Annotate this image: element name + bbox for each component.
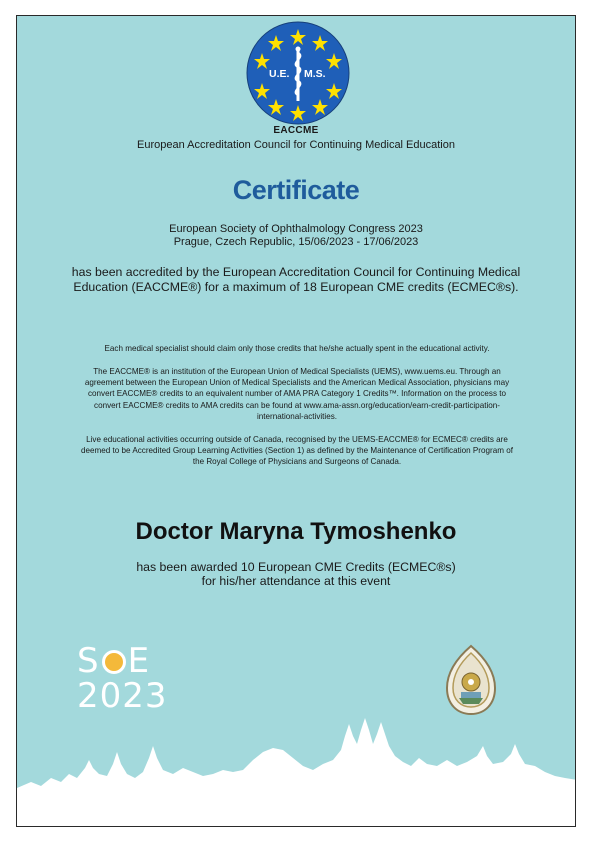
uems-note-line: agreement between the European Union of Medical Specialists and the American Medical Association, physicians may (84, 378, 510, 388)
accreditation-line: has been accredited by the European Accreditation Council for Continuing Medical (71, 265, 521, 279)
certificate-frame (16, 15, 576, 827)
event-place-dates: Prague, Czech Republic, 15/06/2023 - 17/06/2023 (173, 236, 419, 248)
svg-text:M.S.: M.S. (304, 68, 326, 80)
accreditation-line: Education (EACCME®) for a maximum of 18 European CME credits (ECMEC®s). (73, 280, 519, 294)
uems-note-line: convert EACCME® credits to an equivalent number of AMA PRA Category 1 Credits™. Information on the process to (87, 389, 507, 399)
event-name: European Society of Ophthalmology Congress 2023 (169, 223, 423, 235)
canada-note-line: deemed to be Accredited Group Learning Activities (Section 1) as defined by the Maintenance of Certification Program of (81, 446, 513, 456)
uems-note-line: international-activities. (256, 411, 338, 421)
org-full-name: European Accreditation Council for Continuing Medical Education (137, 139, 455, 151)
uems-note (33, 366, 561, 422)
soe-2023-logo (77, 641, 168, 716)
uems-note-line: convert EACCME® credits to AMA credits can be found at www.ama-assn.org/education/earn-credit-participation- (94, 400, 500, 410)
soe-letter: E (127, 641, 151, 681)
soe-letter: S (77, 641, 100, 681)
award-statement (17, 560, 575, 588)
canada-note-line: the Royal College of Physicians and Surgeons of Canada. (192, 457, 402, 467)
uems-logo-icon (246, 21, 350, 125)
accreditation-statement (57, 265, 535, 295)
uems-note-line: The EACCME® is an institution of the European Union of Medical Specialists (UEMS), www.uems.eu. Through an (93, 367, 501, 376)
org-abbreviation: EACCME (273, 125, 319, 136)
svg-text:U.E.: U.E. (269, 68, 290, 80)
certificate-title: Certificate (232, 175, 360, 205)
event-info (17, 223, 575, 249)
canada-note (33, 434, 561, 468)
soe-sun-icon (102, 650, 126, 674)
award-line: for his/her attendance at this event (201, 574, 391, 588)
prague-skyline-icon (17, 716, 576, 826)
claim-note: Each medical specialist should claim only those credits that he/she actually spent in the educational activity. (104, 344, 490, 353)
recipient-name: Doctor Maryna Tymoshenko (135, 518, 457, 545)
ornate-crest-icon (445, 644, 497, 716)
soe-year: 2023 (77, 676, 168, 716)
award-line: has been awarded 10 European CME Credits (ECMEC®s) (136, 560, 456, 574)
canada-note-line: Live educational activities occurring outside of Canada, recognised by the UEMS-EACCME® for ECMEC® credits are (86, 435, 508, 444)
